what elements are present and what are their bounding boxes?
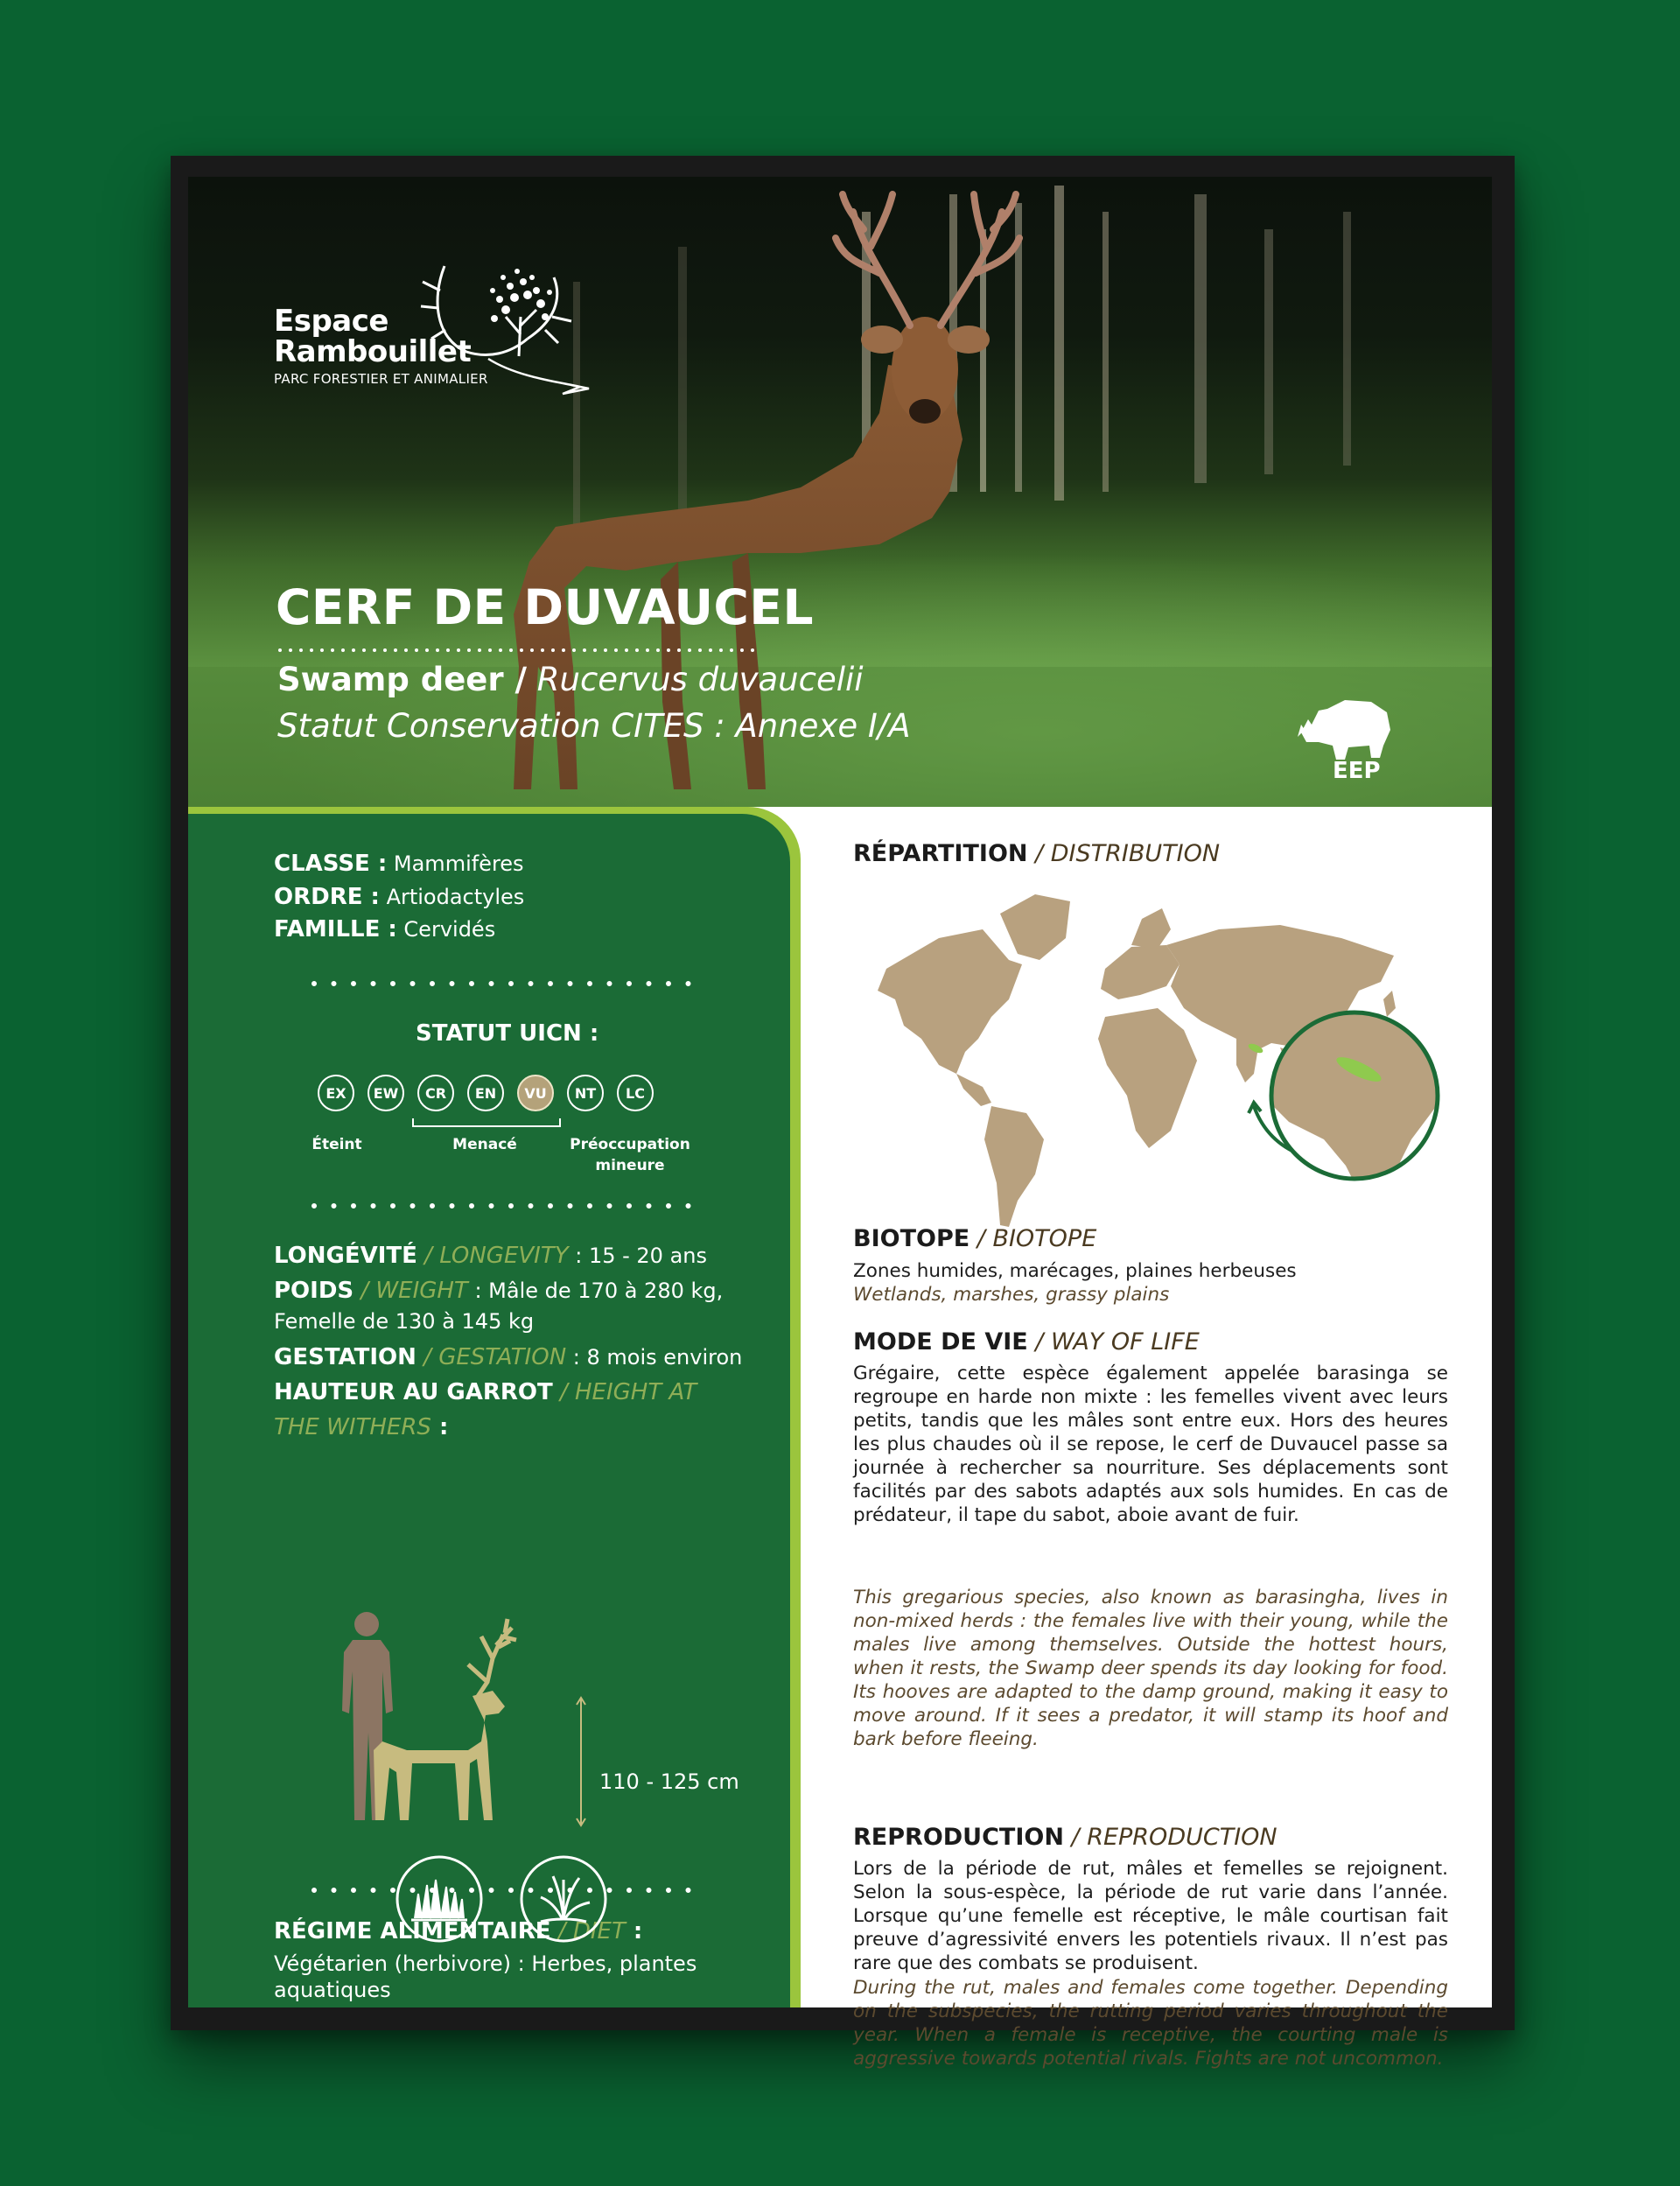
common-name-en: Swamp deer / <box>277 661 528 698</box>
weight-row: POIDS / WEIGHT : Mâle de 170 à 280 kg, <box>274 1278 724 1304</box>
logo-name: Espace Rambouillet <box>274 304 472 369</box>
hero-photo <box>188 177 1492 807</box>
eep-badge-label: EEP <box>1333 758 1381 784</box>
threatened-bracket <box>412 1118 561 1127</box>
aquatic-plant-icon <box>518 1853 609 1944</box>
diet-row: RÉGIME ALIMENTAIRE / DIET : <box>274 1918 643 1944</box>
biotope-fr: Zones humides, marécages, plaines herbeuses <box>853 1260 1297 1282</box>
left-panel-border <box>188 807 801 2007</box>
cites-status: Statut Conservation CITES : Annexe I/A <box>277 707 911 745</box>
label-extinct: Éteint <box>312 1136 362 1153</box>
uicn-ex: EX <box>318 1075 354 1111</box>
height-row: HAUTEUR AU GARROT / HEIGHT AT <box>274 1379 697 1405</box>
latin-name: Rucervus duvaucelii <box>527 661 864 698</box>
reproduction-heading: REPRODUCTION / REPRODUCTION <box>853 1824 1278 1851</box>
dotted-divider <box>311 1887 704 1894</box>
uicn-cr: CR <box>417 1075 454 1111</box>
title-dotted-divider <box>277 648 767 653</box>
dotted-divider <box>311 1202 704 1209</box>
diet-value-1: Végétarien (herbivore) : Herbes, plantes <box>274 1951 697 1976</box>
way-of-life-fr: Grégaire, cette espèce également appelée barasinga se regroupe en harde non mixte : les femelles vivent avec leurs petits, tandis que les mâles sont entre eux. Hors des heures les plus chaudes où il se repose, le cerf de Duvaucel passe sa journée à rechercher sa nourriture. Ses déplacements sont facilités par des sabots adaptés aux sols humides. En cas de prédateur, il tape du sabot, aboie avant de fuir. <box>853 1363 1448 1526</box>
uicn-status-scale <box>318 1075 668 1120</box>
uicn-ew: EW <box>368 1075 404 1111</box>
uicn-title: STATUT UICN : <box>416 1020 599 1047</box>
espace-rambouillet-logo[interactable] <box>274 256 624 404</box>
poster-sheet <box>188 177 1492 2070</box>
range-zoom-inset <box>1271 1008 1438 1192</box>
height-comparison-illustration <box>337 1610 564 1831</box>
uicn-lc: LC <box>617 1075 654 1111</box>
label-least-concern-1: Préoccupation <box>570 1136 690 1153</box>
reproduction-fr: Lors de la période de rut, mâles et femelles se rejoignent. Selon la sous-espèce, la période de rut varie dans l’année. Lorsque qu’une femelle est réceptive, le mâle courtisan fait preuve d’agressivité envers les potentiels rivaux. Il n’est pas rare que des combats se produisent. <box>853 1858 1448 1974</box>
world-distribution-map <box>869 877 1429 1227</box>
uicn-en: EN <box>467 1075 504 1111</box>
uicn-vu-active: VU <box>517 1075 554 1111</box>
logo-subtitle: PARC FORESTIER ET ANIMALIER <box>274 371 488 387</box>
longevity-row: LONGÉVITÉ / LONGEVITY : 15 - 20 ans <box>274 1243 707 1269</box>
poster-frame <box>171 156 1515 2070</box>
deer-silhouette-icon <box>374 1619 516 1820</box>
gestation-row: GESTATION / GESTATION : 8 mois environ <box>274 1344 743 1370</box>
height-row-2: THE WITHERS : <box>274 1414 449 1440</box>
height-value: 110 - 125 cm <box>599 1769 739 1794</box>
species-names <box>277 661 864 698</box>
biotope-en: Wetlands, marshes, grassy plains <box>853 1284 1170 1306</box>
reproduction-en: During the rut, males and females come together. Depending on the subspecies, the rutting period varies throughout the year. When a female is receptive, the courting male is aggressive towards potential rivals. Fights are not uncommon. <box>853 1977 1448 2070</box>
way-of-life-heading: MODE DE VIE / WAY OF LIFE <box>853 1328 1200 1356</box>
label-threatened: Menacé <box>452 1136 517 1153</box>
height-measure-arrow <box>575 1696 587 1827</box>
taxonomy-class: CLASSE : Mammifères <box>274 851 524 877</box>
uicn-nt: NT <box>567 1075 604 1111</box>
species-title: CERF DE DUVAUCEL <box>276 579 815 635</box>
biotope-heading: BIOTOPE / BIOTOPE <box>853 1225 1097 1252</box>
taxonomy-order: ORDRE : Artiodactyles <box>274 884 525 910</box>
facts-panel <box>188 814 790 2007</box>
label-least-concern-2: mineure <box>595 1157 665 1174</box>
dotted-divider <box>311 980 704 987</box>
weight-female: Femelle de 130 à 145 kg <box>274 1309 535 1334</box>
diet-value-2: aquatiques <box>274 1978 391 2002</box>
distribution-heading: RÉPARTITION / DISTRIBUTION <box>853 840 1221 867</box>
way-of-life-en: This gregarious species, also known as barasingha, lives in non-mixed herds : the females live with their young, while the males live among themselves. Outside the hottest hours, when it rests, the Swamp deer spends its day looking for food. Its hooves are adapted to the damp ground, making it easy to move around. If it sees a predator, it will stamp its hoof and bark before fleeing. <box>853 1587 1448 1750</box>
taxonomy-family: FAMILLE : Cervidés <box>274 916 496 942</box>
grass-icon <box>394 1853 485 1944</box>
